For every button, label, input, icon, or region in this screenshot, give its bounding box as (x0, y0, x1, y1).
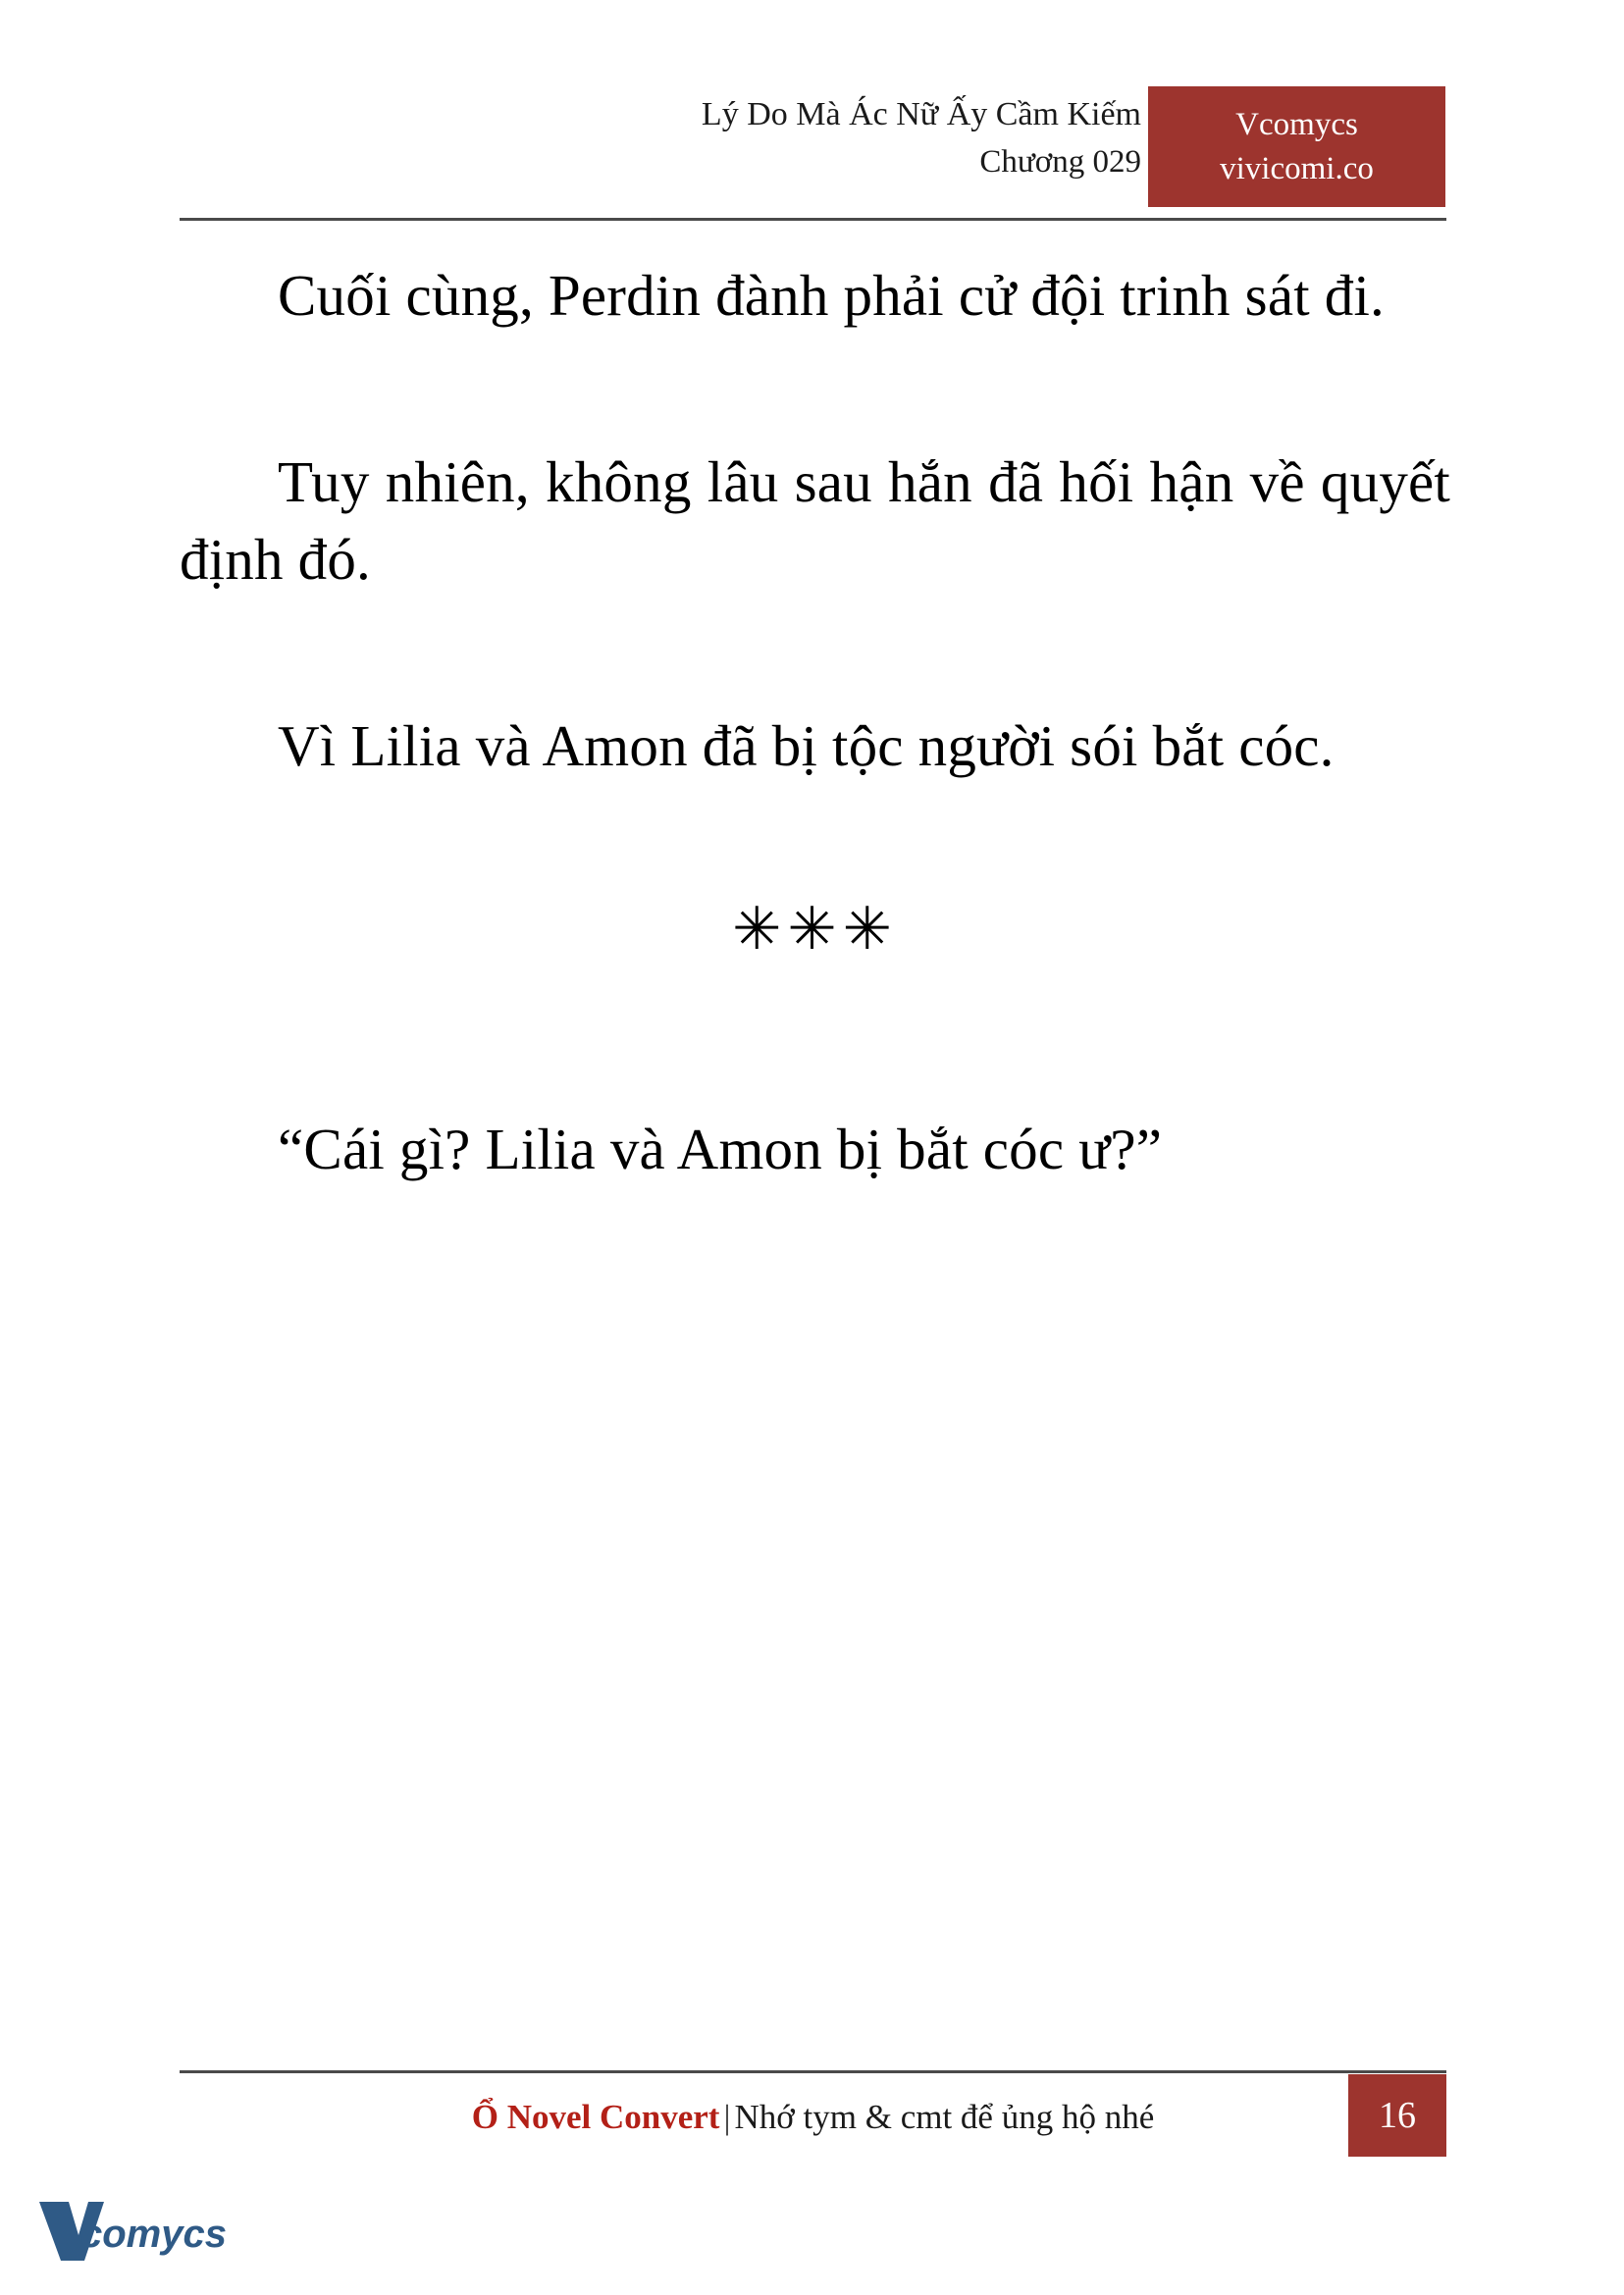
footer-brand-label: Ổ Novel Convert (471, 2098, 720, 2136)
scene-break-divider: ✳✳✳ (732, 896, 898, 962)
paragraph: “Cái gì? Lilia và Amon bị bắt cóc ư?” (278, 1116, 1163, 1181)
badge-site-label: vivicomi.co (1220, 150, 1374, 186)
page-footer (180, 2078, 1446, 2157)
paragraph: Tuy nhiên, không lâu sau hắn đã hối hận về quyết định đó. (180, 449, 1450, 592)
paragraph: Cuối cùng, Perdin đành phải cử đội trinh sát đi. (278, 263, 1386, 328)
header-title-block (702, 93, 1141, 183)
badge-brand-label: Vcomycs (1235, 106, 1358, 142)
page-header (180, 93, 1445, 221)
chapter-label: Chương 029 (979, 143, 1141, 180)
vcomycs-watermark-logo (35, 2196, 251, 2267)
footer-separator: | (723, 2098, 731, 2136)
header-divider-rule (180, 218, 1446, 221)
footer-note-label: Nhớ tym & cmt để ủng hộ nhé (734, 2098, 1155, 2136)
footer-credit (180, 2098, 1446, 2137)
page-number-badge: 16 (1348, 2074, 1446, 2157)
footer-divider-rule (180, 2070, 1446, 2073)
page-content (180, 257, 1450, 1297)
book-title: Lý Do Mà Ác Nữ Ấy Cầm Kiếm (701, 96, 1141, 132)
site-badge[interactable] (1148, 86, 1445, 207)
svg-text:comycs: comycs (80, 2213, 227, 2256)
paragraph: Vì Lilia và Amon đã bị tộc người sói bắt cóc. (278, 713, 1335, 779)
